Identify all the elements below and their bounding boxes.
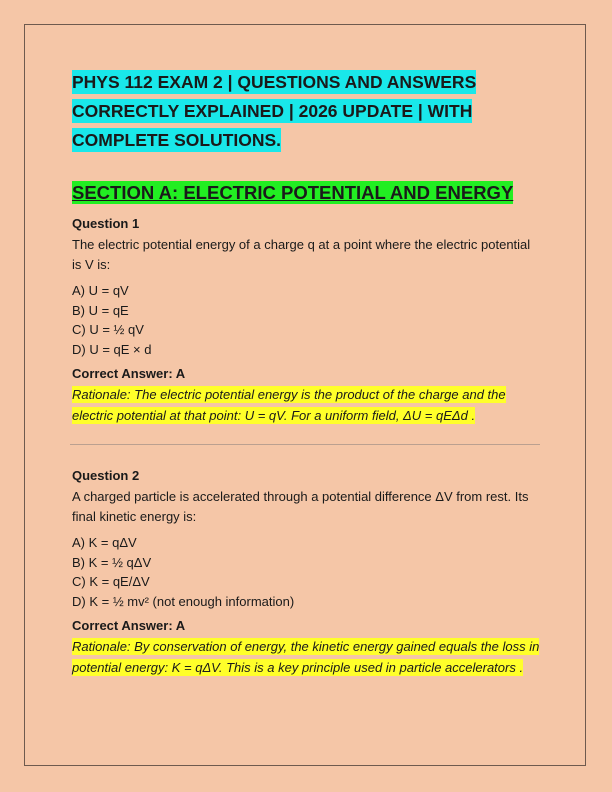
question-text: The electric potential energy of a charge q at a point where the electric potential is V is: [72, 237, 531, 272]
option-a: A) U = qV [72, 283, 129, 298]
rationale [72, 636, 542, 678]
document-title [72, 68, 542, 155]
option-d: D) K = ½ mv² (not enough information) [72, 593, 295, 609]
document-title-text: PHYS 112 EXAM 2 | QUESTIONS AND ANSWERS CORRECTLY EXPLAINED | 2026 UPDATE | WITH COMPLETE SOLUTIONS. [72, 72, 477, 150]
correct-answer: Correct Answer: A [72, 366, 186, 381]
question-text: A charged particle is accelerated through a potential difference ΔV from rest. Its final kinetic energy is: [72, 489, 529, 524]
rationale-text: Rationale: The electric potential energy is the product of the charge and the electric potential at that point: U = qV. For a uniform field, ΔU = qEΔd . [72, 387, 506, 423]
option-b: B) K = ½ qΔV [72, 554, 152, 570]
option-a: A) K = qΔV [72, 535, 137, 550]
option-d: D) U = qE × d [72, 341, 152, 357]
document-content [72, 68, 542, 678]
rationale [72, 384, 542, 426]
question-label: Question 1 [72, 216, 140, 231]
rationale-text: Rationale: By conservation of energy, the kinetic energy gained equals the loss in potential energy: K = qΔV. This is a key principle used in particle accelerators . [72, 639, 540, 675]
question-block [72, 215, 542, 426]
answer-options [72, 281, 542, 359]
question-block [72, 467, 542, 678]
section-heading-text: SECTION A: ELECTRIC POTENTIAL AND ENERGY [72, 182, 514, 203]
correct-answer: Correct Answer: A [72, 618, 186, 633]
answer-options [72, 533, 542, 611]
option-b: B) U = qE [72, 302, 129, 318]
option-c: C) U = ½ qV [72, 322, 144, 337]
question-label: Question 2 [72, 468, 140, 483]
option-c: C) K = qE/ΔV [72, 574, 150, 589]
section-heading [72, 179, 542, 207]
divider [70, 444, 540, 445]
